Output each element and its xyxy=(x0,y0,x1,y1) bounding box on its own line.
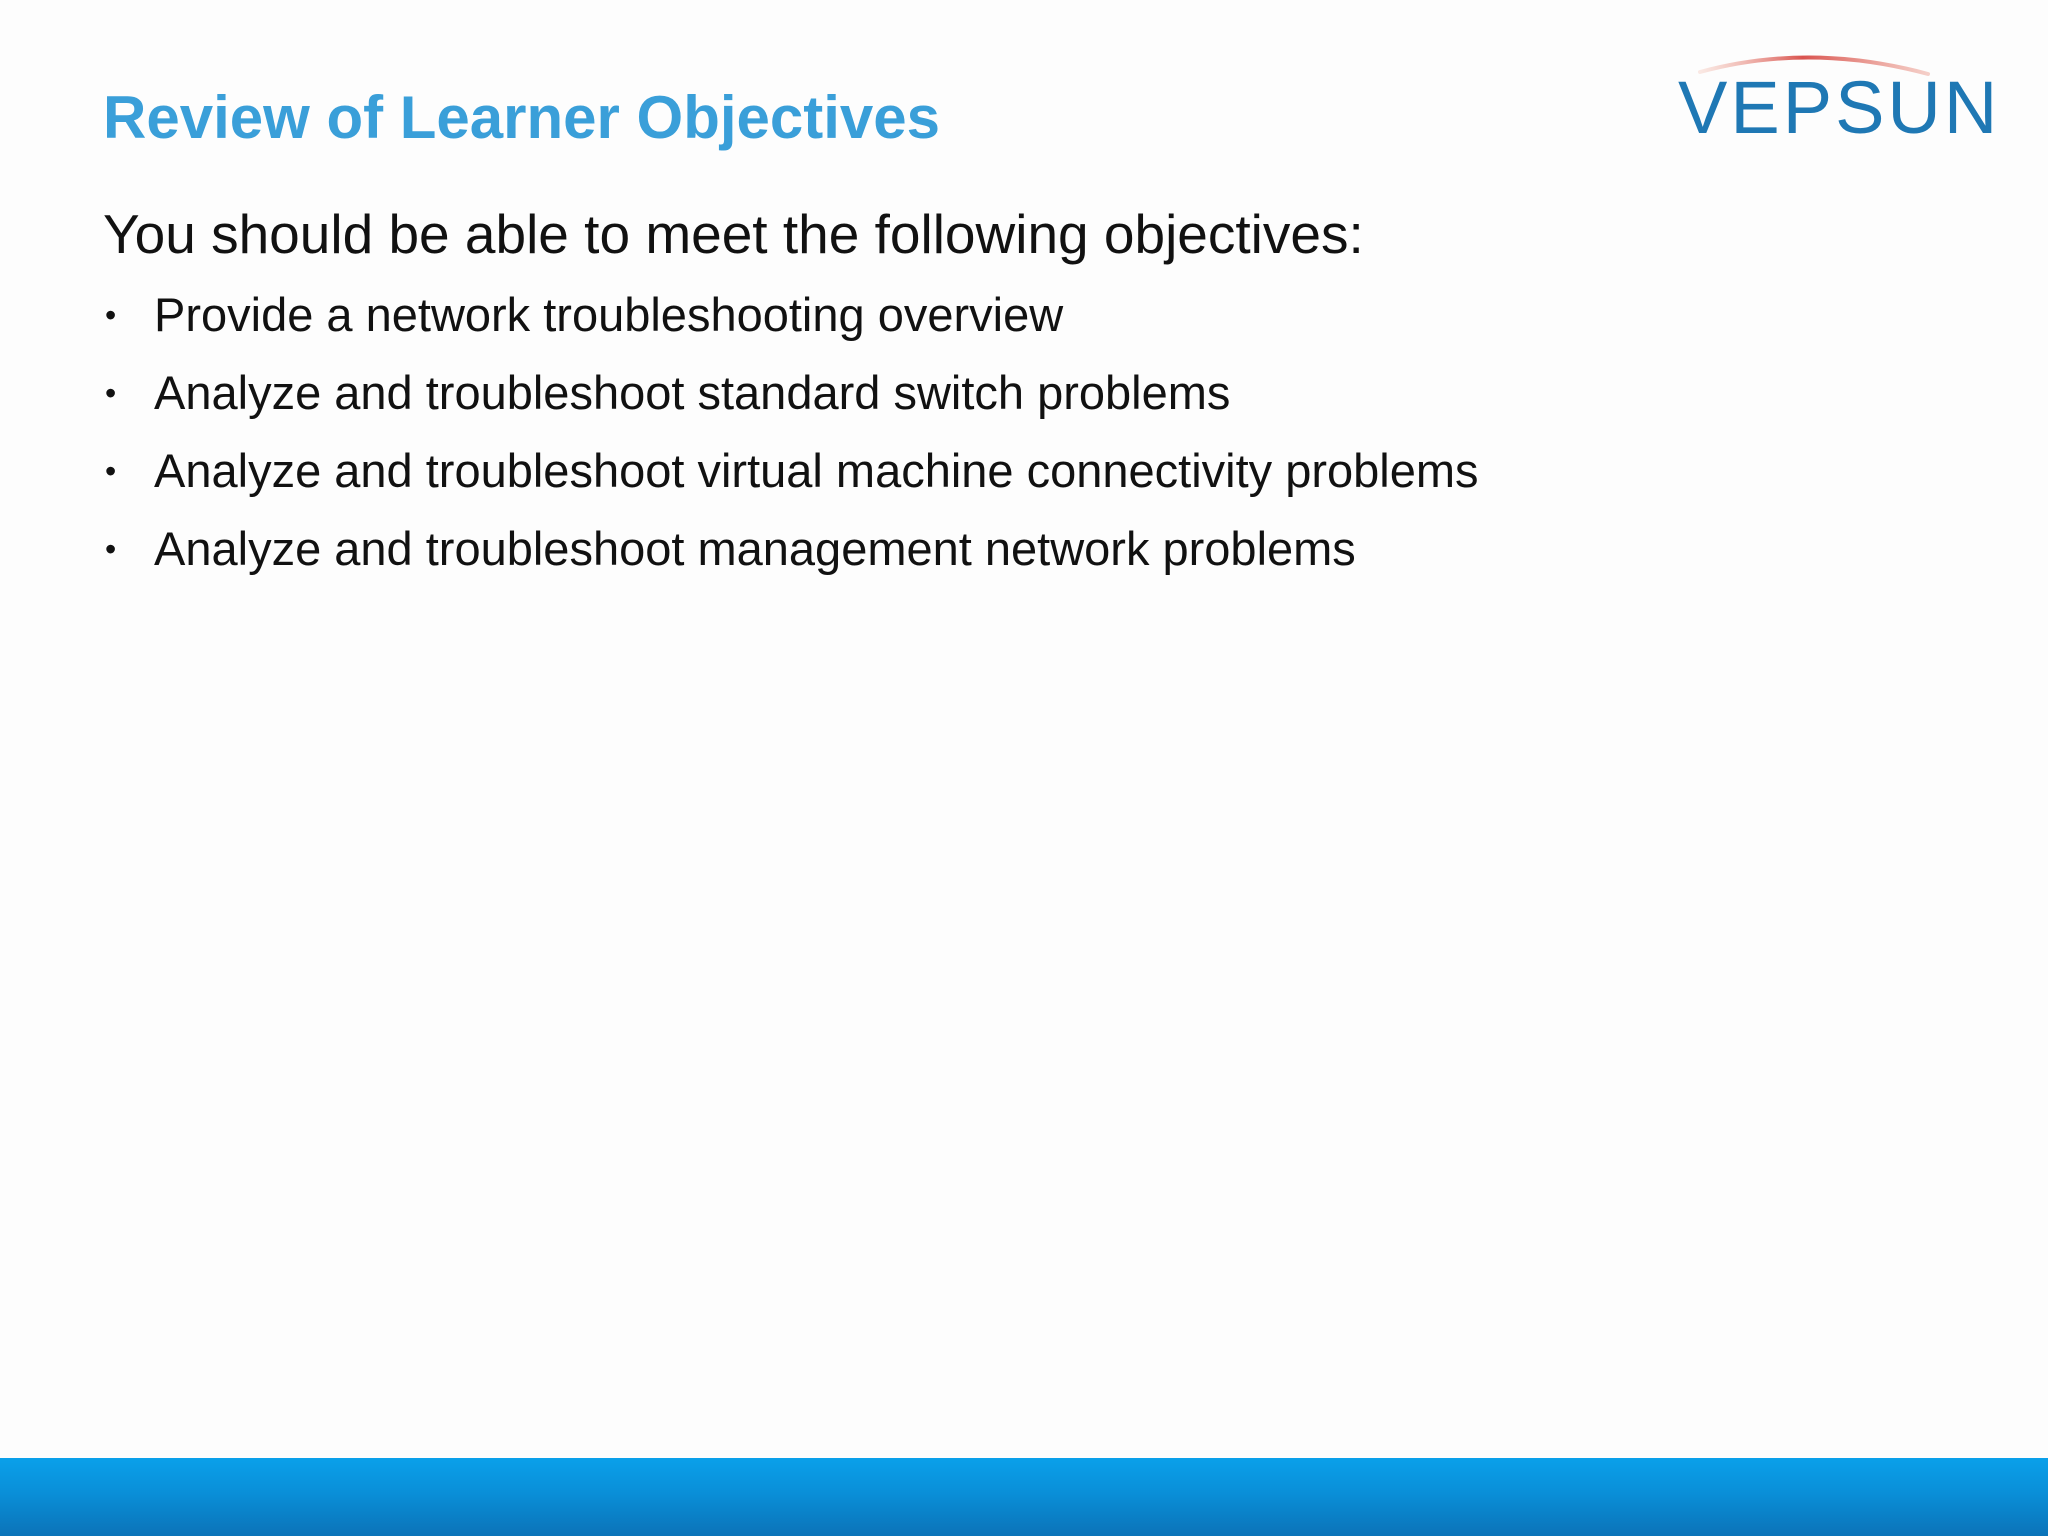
objectives-intro: You should be able to meet the following objectives: xyxy=(103,203,1364,265)
vepsun-logo xyxy=(1670,40,2001,150)
objective-text: Analyze and troubleshoot management network problems xyxy=(154,522,1356,575)
slide-title: Review of Learner Objectives xyxy=(103,84,941,151)
bullet-icon: • xyxy=(105,297,117,333)
bullet-icon: • xyxy=(105,375,117,411)
bullet-icon: • xyxy=(105,531,117,567)
objective-text: Analyze and troubleshoot virtual machine connectivity problems xyxy=(154,444,1479,497)
footer-bar xyxy=(0,1458,2048,1536)
logo-text: VEPSUN xyxy=(1678,66,2001,149)
objective-text: Analyze and troubleshoot standard switch problems xyxy=(154,366,1231,419)
bullet-icon: • xyxy=(105,453,117,489)
objective-text: Provide a network troubleshooting overview xyxy=(154,288,1064,341)
